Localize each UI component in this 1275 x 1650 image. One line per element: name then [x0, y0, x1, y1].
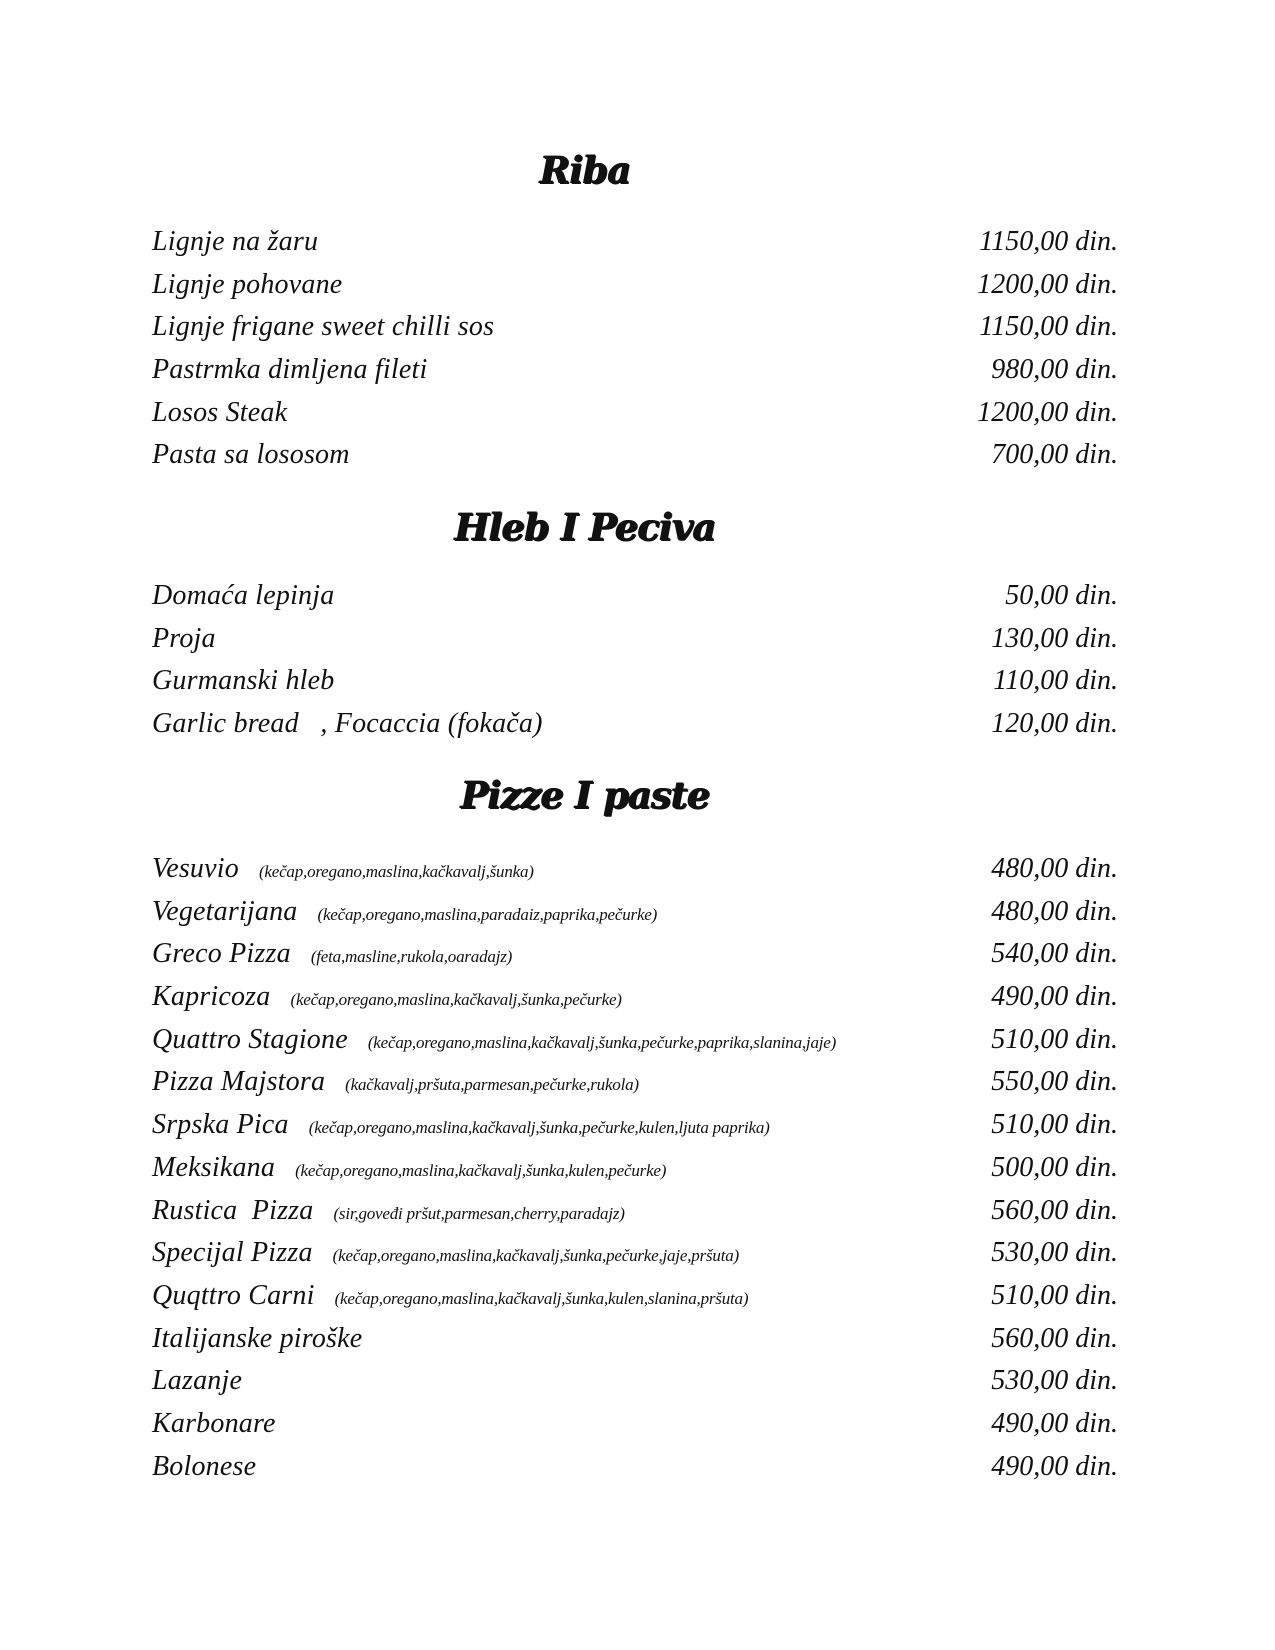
- item-price: 560,00 din.: [991, 1322, 1118, 1354]
- item-name: Italijanske piroške: [152, 1322, 363, 1354]
- menu-item: [152, 269, 1122, 312]
- item-price: 530,00 din.: [991, 1365, 1118, 1397]
- item-description: (kečap,oregano,maslina,paradaiz,paprika,pečurke): [317, 904, 658, 924]
- item-name: Rustica Pizza: [152, 1194, 314, 1226]
- item-price: 490,00 din.: [991, 1407, 1118, 1439]
- item-price: 120,00 din.: [991, 708, 1118, 740]
- item-name: Quattro Stagione: [152, 1023, 348, 1055]
- item-price: 980,00 din.: [991, 354, 1118, 386]
- item-price: 560,00 din.: [991, 1194, 1118, 1226]
- menu-item: [152, 1408, 1122, 1451]
- menu-item: [152, 1451, 1122, 1494]
- item-price: 1150,00 din.: [979, 226, 1118, 257]
- item-name: Specijal Pizza: [152, 1237, 313, 1269]
- menu-item: [152, 623, 1122, 666]
- item-name: Pizza Majstora: [152, 1066, 326, 1098]
- section-title-riba: Riba: [539, 148, 631, 192]
- item-name: Greco Pizza: [152, 938, 291, 970]
- item-name: Meksikana: [152, 1151, 276, 1183]
- item-description: (feta,masline,rukola,oaradajz): [310, 947, 513, 967]
- item-name: Lignje frigane sweet chilli sos: [152, 311, 495, 343]
- item-name: Gurmanski hleb: [152, 665, 335, 697]
- menu-item: [152, 1066, 1122, 1109]
- item-name: Quqttro Carni: [152, 1279, 315, 1311]
- item-name: Kapricoza: [152, 981, 271, 1013]
- menu-item: [152, 896, 1122, 939]
- item-price: 490,00 din.: [991, 981, 1118, 1013]
- menu-item: [152, 1195, 1122, 1238]
- item-name: Vesuvio: [152, 853, 239, 884]
- item-name: Vegetarijana: [152, 895, 298, 927]
- menu-item: [152, 1109, 1122, 1152]
- item-description: (kačkavalj,pršuta,parmesan,pečurke,rukola): [345, 1075, 639, 1095]
- menu-item: [152, 938, 1122, 981]
- item-description: (kečap,oregano,maslina,kačkavalj,šunka,pečurke): [290, 990, 622, 1010]
- menu-item: [152, 439, 1122, 482]
- item-name: Lignje na žaru: [152, 226, 319, 257]
- section-title-hleb: Hleb I Peciva: [454, 505, 716, 549]
- item-price: 500,00 din.: [991, 1151, 1118, 1183]
- item-price: 550,00 din.: [991, 1066, 1118, 1098]
- section-title-pizze: Pizze I paste: [460, 773, 710, 817]
- item-price: 490,00 din.: [991, 1450, 1118, 1482]
- menu-item: [152, 226, 1122, 269]
- item-price: 510,00 din.: [991, 1279, 1118, 1311]
- item-price: 510,00 din.: [991, 1109, 1118, 1141]
- item-name: Lignje pohovane: [152, 268, 343, 300]
- menu-item: [152, 354, 1122, 397]
- item-price: 530,00 din.: [991, 1237, 1118, 1269]
- menu-list-riba: [152, 226, 1122, 482]
- item-name: Losos Steak: [152, 396, 288, 428]
- menu-item: [152, 1152, 1122, 1195]
- item-price: 110,00 din.: [993, 665, 1118, 697]
- item-price: 50,00 din.: [1005, 580, 1118, 611]
- menu-item: [152, 853, 1122, 896]
- item-description: (kečap,oregano,maslina,kačkavalj,šunka,kulen,slanina,pršuta): [334, 1288, 749, 1308]
- item-name: Karbonare: [152, 1407, 276, 1439]
- menu-item: [152, 708, 1122, 751]
- item-price: 540,00 din.: [991, 938, 1118, 970]
- item-name: Bolonese: [152, 1450, 257, 1482]
- menu-item: [152, 397, 1122, 440]
- item-price: 130,00 din.: [991, 622, 1118, 654]
- item-description: (kečap,oregano,maslina,kačkavalj,šunka,kulen,pečurke): [295, 1160, 667, 1180]
- item-price: 510,00 din.: [991, 1023, 1118, 1055]
- item-description: (kečap,oregano,maslina,kačkavalj,šunka): [258, 862, 534, 881]
- item-description: (kečap,oregano,maslina,kačkavalj,šunka,pečurke,paprika,slanina,jaje): [367, 1032, 837, 1052]
- menu-item: [152, 665, 1122, 708]
- item-price: 480,00 din.: [991, 895, 1118, 927]
- menu-item: [152, 981, 1122, 1024]
- item-name: Garlic bread , Focaccia (fokača): [152, 708, 543, 740]
- item-name: Pastrmka dimljena fileti: [152, 354, 428, 386]
- menu-item: [152, 580, 1122, 623]
- item-name: Pasta sa lososom: [152, 439, 350, 471]
- item-description: (kečap,oregano,maslina,kačkavalj,šunka,pečurke,kulen,ljuta paprika): [308, 1118, 770, 1138]
- item-price: 480,00 din.: [991, 853, 1118, 884]
- item-price: 1200,00 din.: [977, 396, 1118, 428]
- item-price: 1200,00 din.: [977, 268, 1118, 300]
- item-name: Proja: [152, 622, 216, 654]
- item-price: 1150,00 din.: [979, 311, 1118, 343]
- item-name: Domaća lepinja: [152, 580, 335, 611]
- menu-list-hleb: [152, 580, 1122, 751]
- item-description: (sir,goveđi pršut,parmesan,cherry,paradajz): [333, 1203, 625, 1223]
- menu-item: [152, 1280, 1122, 1323]
- item-name: Srpska Pica: [152, 1109, 289, 1141]
- item-name: Lazanje: [152, 1365, 243, 1397]
- menu-item: [152, 1323, 1122, 1366]
- item-description: (kečap,oregano,maslina,kačkavalj,šunka,pečurke,jaje,pršuta): [332, 1246, 739, 1266]
- menu-item: [152, 1237, 1122, 1280]
- item-price: 700,00 din.: [991, 439, 1118, 471]
- menu-item: [152, 1024, 1122, 1067]
- menu-list-pizze: [152, 853, 1122, 1493]
- menu-item: [152, 1365, 1122, 1408]
- menu-item: [152, 311, 1122, 354]
